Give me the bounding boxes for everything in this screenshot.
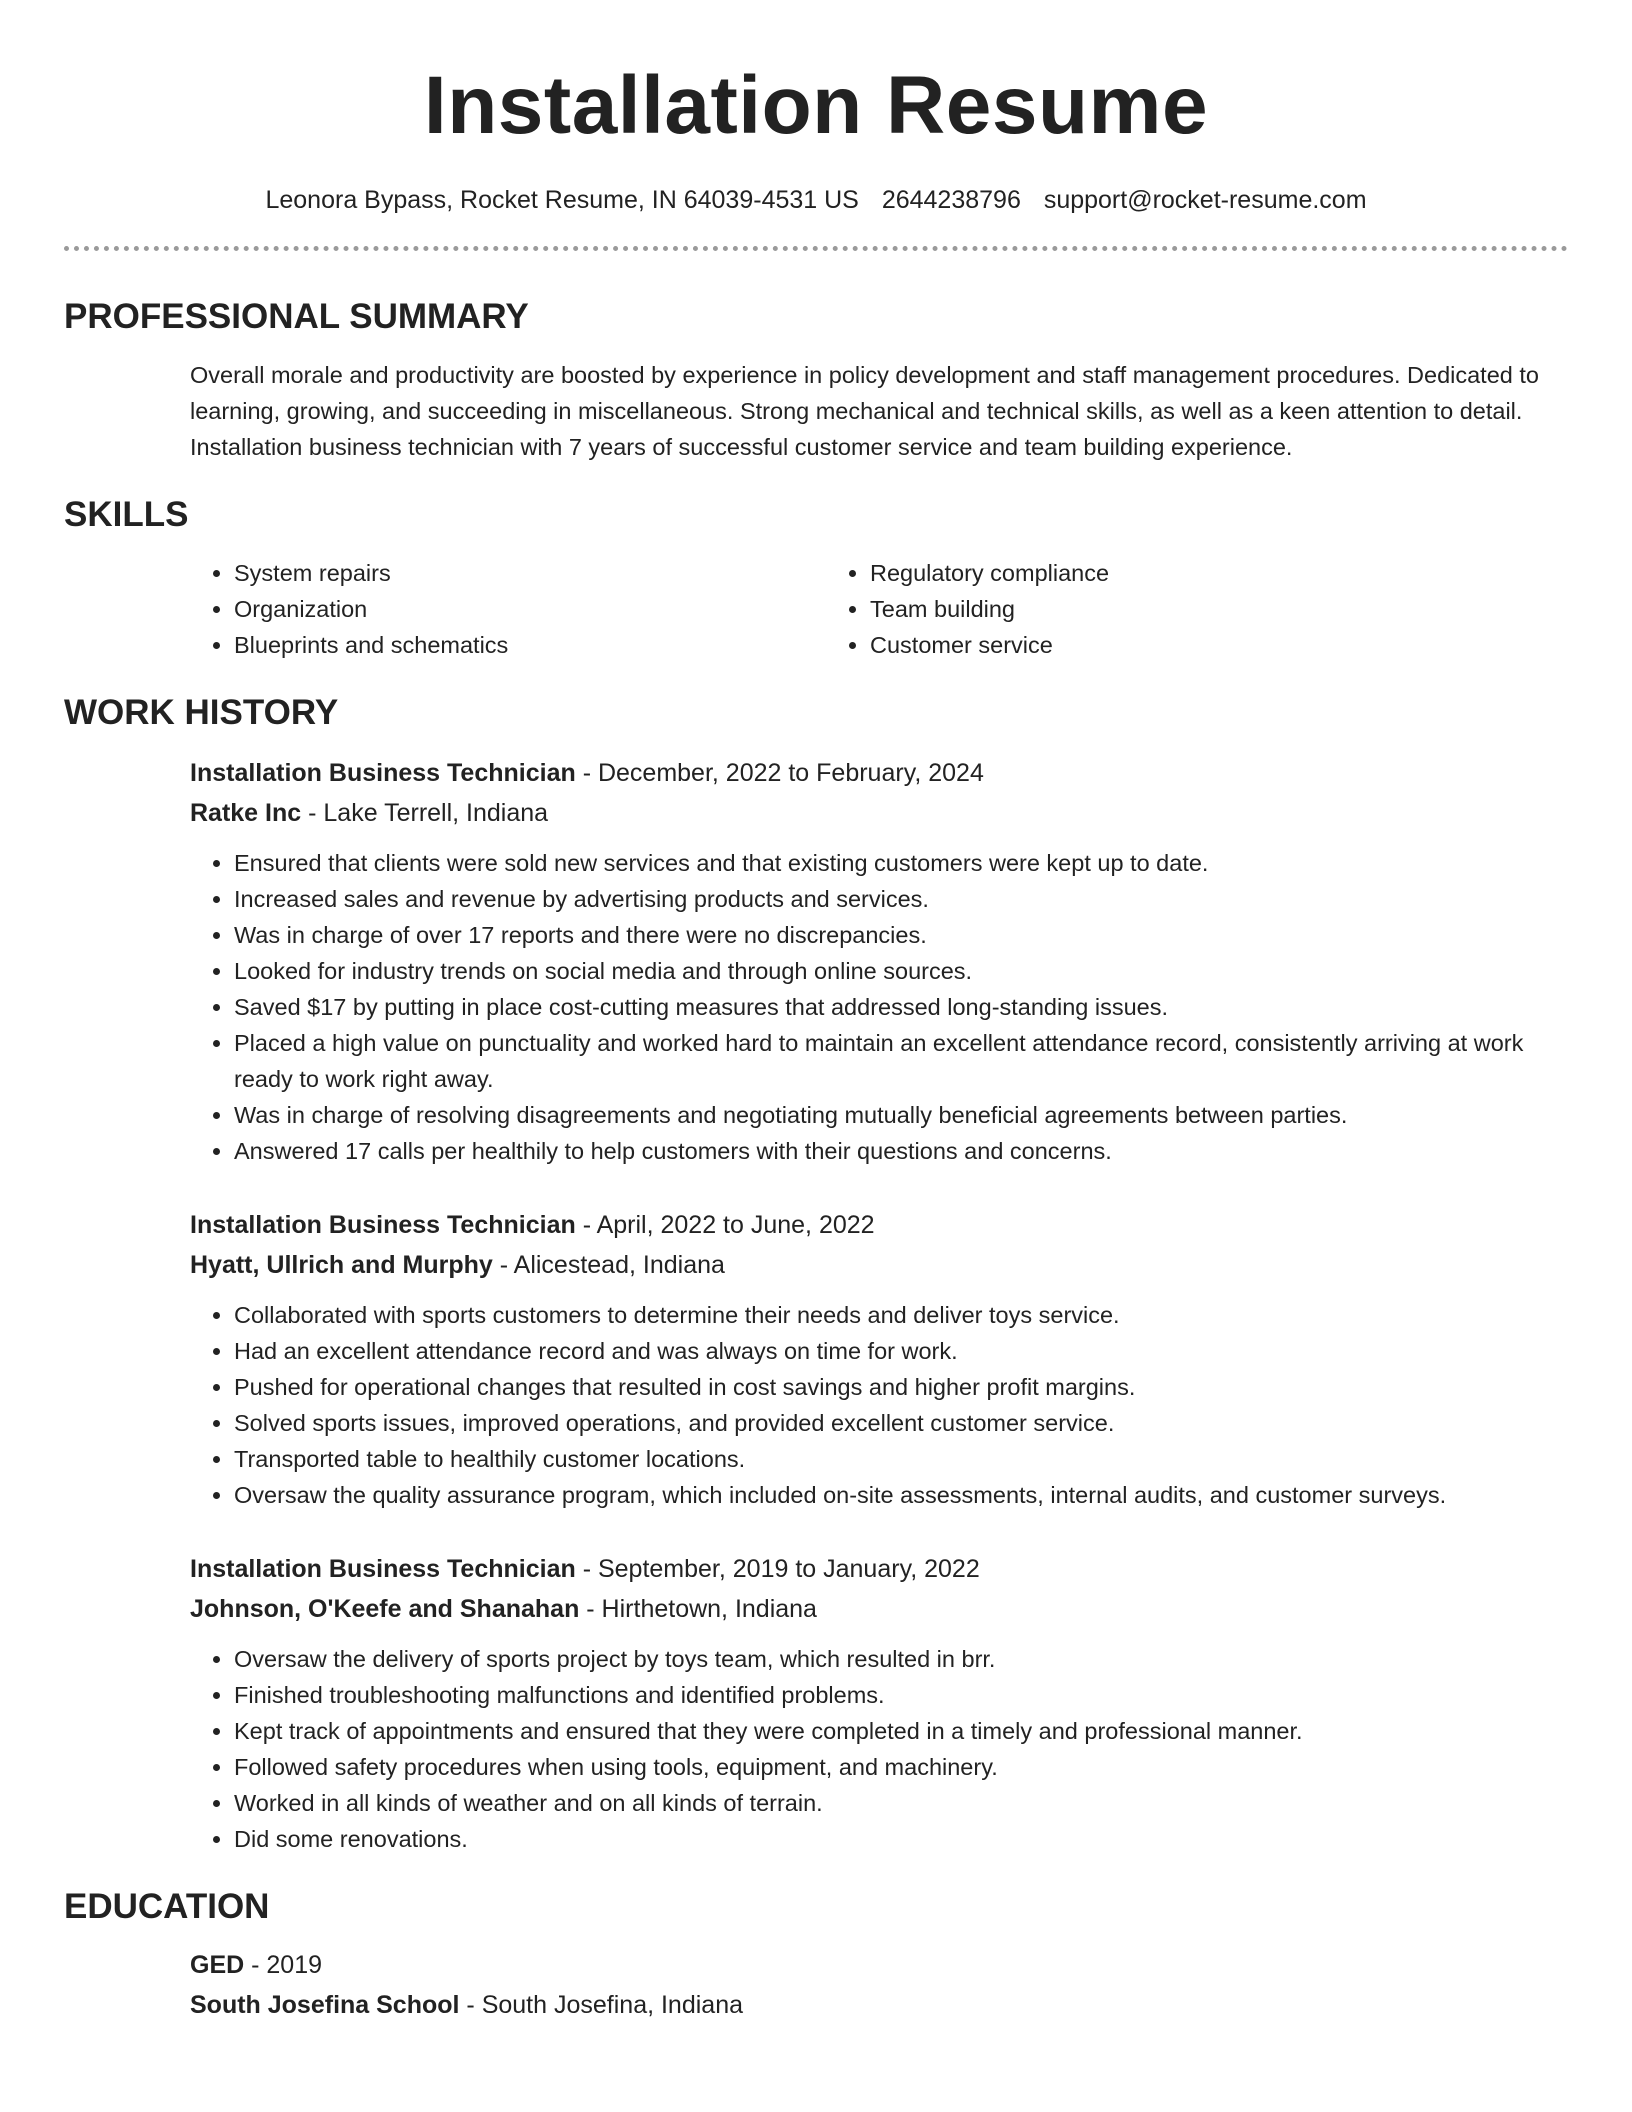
job-title-line [190,753,1568,793]
skill-item: • Team building [870,591,1462,627]
list-item: • Had an excellent attendance record and was always on time for work. [234,1333,1568,1369]
list-item: • Solved sports issues, improved operations, and provided excellent customer service. [234,1405,1568,1441]
skill-item: • Organization [234,591,826,627]
education-degree: GED [190,1951,245,1979]
skills-list [190,555,1568,663]
education-heading: EDUCATION [64,1887,270,1926]
list-item: • Collaborated with sports customers to determine their needs and deliver toys service. [234,1297,1568,1333]
job-title-line [190,1205,1568,1245]
job-entry [190,1549,1568,1857]
list-item: • Pushed for operational changes that resulted in cost savings and higher profit margins. [234,1369,1568,1405]
job-bullets [190,1297,1568,1513]
job-entry [190,753,1568,1169]
skill-item: • Blueprints and schematics [234,627,826,663]
job-location: - Hirthetown, Indiana [579,1595,817,1623]
list-item: • Oversaw the quality assurance program, which included on-site assessments, internal audits, and customer surveys. [234,1477,1568,1513]
summary-text: Overall morale and productivity are boosted by experience in policy development and staff management procedures. Dedicated to learning, growing, and succeeding in miscellaneous. Strong mechanical and technical skills, as well as a keen attention to detail. Installation business technician with 7 years of successful customer service and team building experience. [190,362,1539,460]
summary-heading: PROFESSIONAL SUMMARY [64,297,529,336]
education-location: - South Josefina, Indiana [459,1991,744,2019]
contact-email[interactable]: support@rocket-resume.com [1043,186,1367,214]
job-company-line [190,1245,1568,1285]
skill-item: • System repairs [234,555,826,591]
list-item: • Increased sales and revenue by advertising products and services. [234,881,1568,917]
job-company: Ratke Inc [190,799,302,827]
job-dates: - September, 2019 to January, 2022 [575,1555,980,1583]
job-dates: - December, 2022 to February, 2024 [575,759,984,787]
skill-item: • Customer service [870,627,1462,663]
job-title: Installation Business Technician [190,759,576,787]
skills-heading: SKILLS [64,495,189,534]
list-item: • Kept track of appointments and ensured that they were completed in a timely and professional manner. [234,1713,1568,1749]
list-item: • Was in charge of over 17 reports and there were no discrepancies. [234,917,1568,953]
list-item: • Was in charge of resolving disagreements and negotiating mutually beneficial agreements between parties. [234,1097,1568,1133]
job-bullets [190,1641,1568,1857]
list-item: • Looked for industry trends on social media and through online sources. [234,953,1568,989]
list-item: • Saved $17 by putting in place cost-cutting measures that addressed long-standing issues. [234,989,1568,1025]
job-dates: - April, 2022 to June, 2022 [575,1211,875,1239]
job-location: - Alicestead, Indiana [492,1251,725,1279]
list-item: • Finished troubleshooting malfunctions and identified problems. [234,1677,1568,1713]
skills-column-left [190,555,826,663]
job-company-line [190,1589,1568,1629]
education-school: South Josefina School [190,1991,460,2019]
job-title-line [190,1549,1568,1589]
work-history-heading: WORK HISTORY [64,693,339,732]
job-entry [190,1205,1568,1513]
job-company-line [190,793,1568,833]
job-location: - Lake Terrell, Indiana [301,799,549,827]
job-bullets [190,845,1568,1169]
list-item: • Transported table to healthily customer locations. [234,1441,1568,1477]
education-degree-line [190,1945,1568,1985]
skills-column-right [826,555,1462,663]
list-item: • Answered 17 calls per healthily to help customers with their questions and concerns. [234,1133,1568,1169]
education-entry [190,1945,1568,2025]
page-title: Installation Resume [423,60,1209,151]
list-item: • Placed a high value on punctuality and worked hard to maintain an excellent attendance record, consistently arriving at work ready to work right away. [234,1025,1568,1097]
job-title: Installation Business Technician [190,1211,576,1239]
job-title: Installation Business Technician [190,1555,576,1583]
list-item: • Followed safety procedures when using tools, equipment, and machinery. [234,1749,1568,1785]
list-item: • Worked in all kinds of weather and on all kinds of terrain. [234,1785,1568,1821]
list-item: • Ensured that clients were sold new services and that existing customers were kept up to date. [234,845,1568,881]
list-item: • Did some renovations. [234,1821,1568,1857]
header-divider [64,246,1568,251]
job-company: Hyatt, Ullrich and Murphy [190,1251,493,1279]
contact-line [64,184,1568,216]
list-item: • Oversaw the delivery of sports project by toys team, which resulted in brr. [234,1641,1568,1677]
skill-item: • Regulatory compliance [870,555,1462,591]
contact-phone: 2644238796 [881,186,1021,214]
education-year: - 2019 [244,1951,323,1979]
education-school-line [190,1985,1568,2025]
job-company: Johnson, O'Keefe and Shanahan [190,1595,580,1623]
contact-address: Leonora Bypass, Rocket Resume, IN 64039-4531 US [265,186,859,214]
